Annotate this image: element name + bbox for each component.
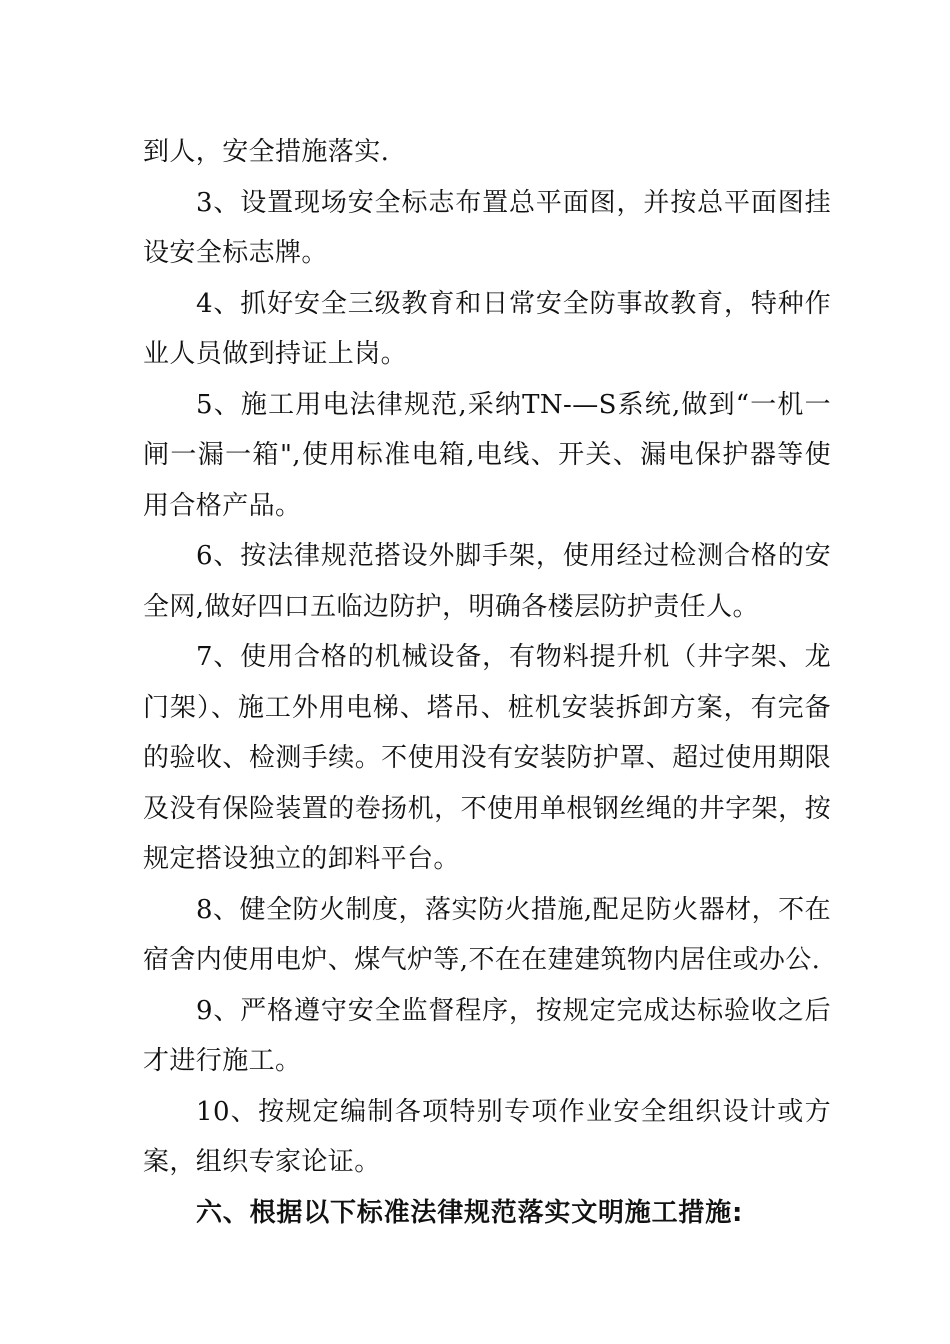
document-body [143,127,831,1238]
paragraph-item-6: 6、按法律规范搭设外脚手架，使用经过检测合格的安全网,做好四口五临边防护，明确各楼层防护责任人。 [143,541,831,622]
paragraph-item-5: 5、施工用电法律规范,采纳TN-—S系统,做到“一机一闸一漏一箱",使用标准电箱,电线、开关、漏电保护器等使用合格产品。 [143,389,831,521]
paragraph-item-3: 3、设置现场安全标志布置总平面图，并按总平面图挂设安全标志牌。 [143,187,831,268]
paragraph-continuation: 到人，安全措施落实. [143,137,390,167]
paragraph-item-10: 10、按规定编制各项特别专项作业安全组织设计或方案，组织专家论证。 [143,1096,831,1177]
paragraph-item-8: 8、健全防火制度，落实防火措施,配足防火器材，不在宿舍内使用电炉、煤气炉等,不在在建建筑物内居住或办公. [143,894,831,975]
paragraph-item-4: 4、抓好安全三级教育和日常安全防事故教育，特种作业人员做到持证上岗。 [143,288,831,369]
section-heading: 六、根据以下标准法律规范落实文明施工措施: [196,1197,744,1228]
paragraph-item-7: 7、使用合格的机械设备，有物料提升机（井字架、龙门架）、施工外用电梯、塔吊、桩机安装拆卸方案，有完备的验收、检测手续。不使用没有安装防护罩、超过使用期限及没有保险装置的卷扬机，不使用单根钢丝绳的井字架，按规定搭设独立的卸料平台。 [143,642,831,874]
paragraph-item-9: 9、严格遵守安全监督程序，按规定完成达标验收之后才进行施工。 [143,995,831,1076]
